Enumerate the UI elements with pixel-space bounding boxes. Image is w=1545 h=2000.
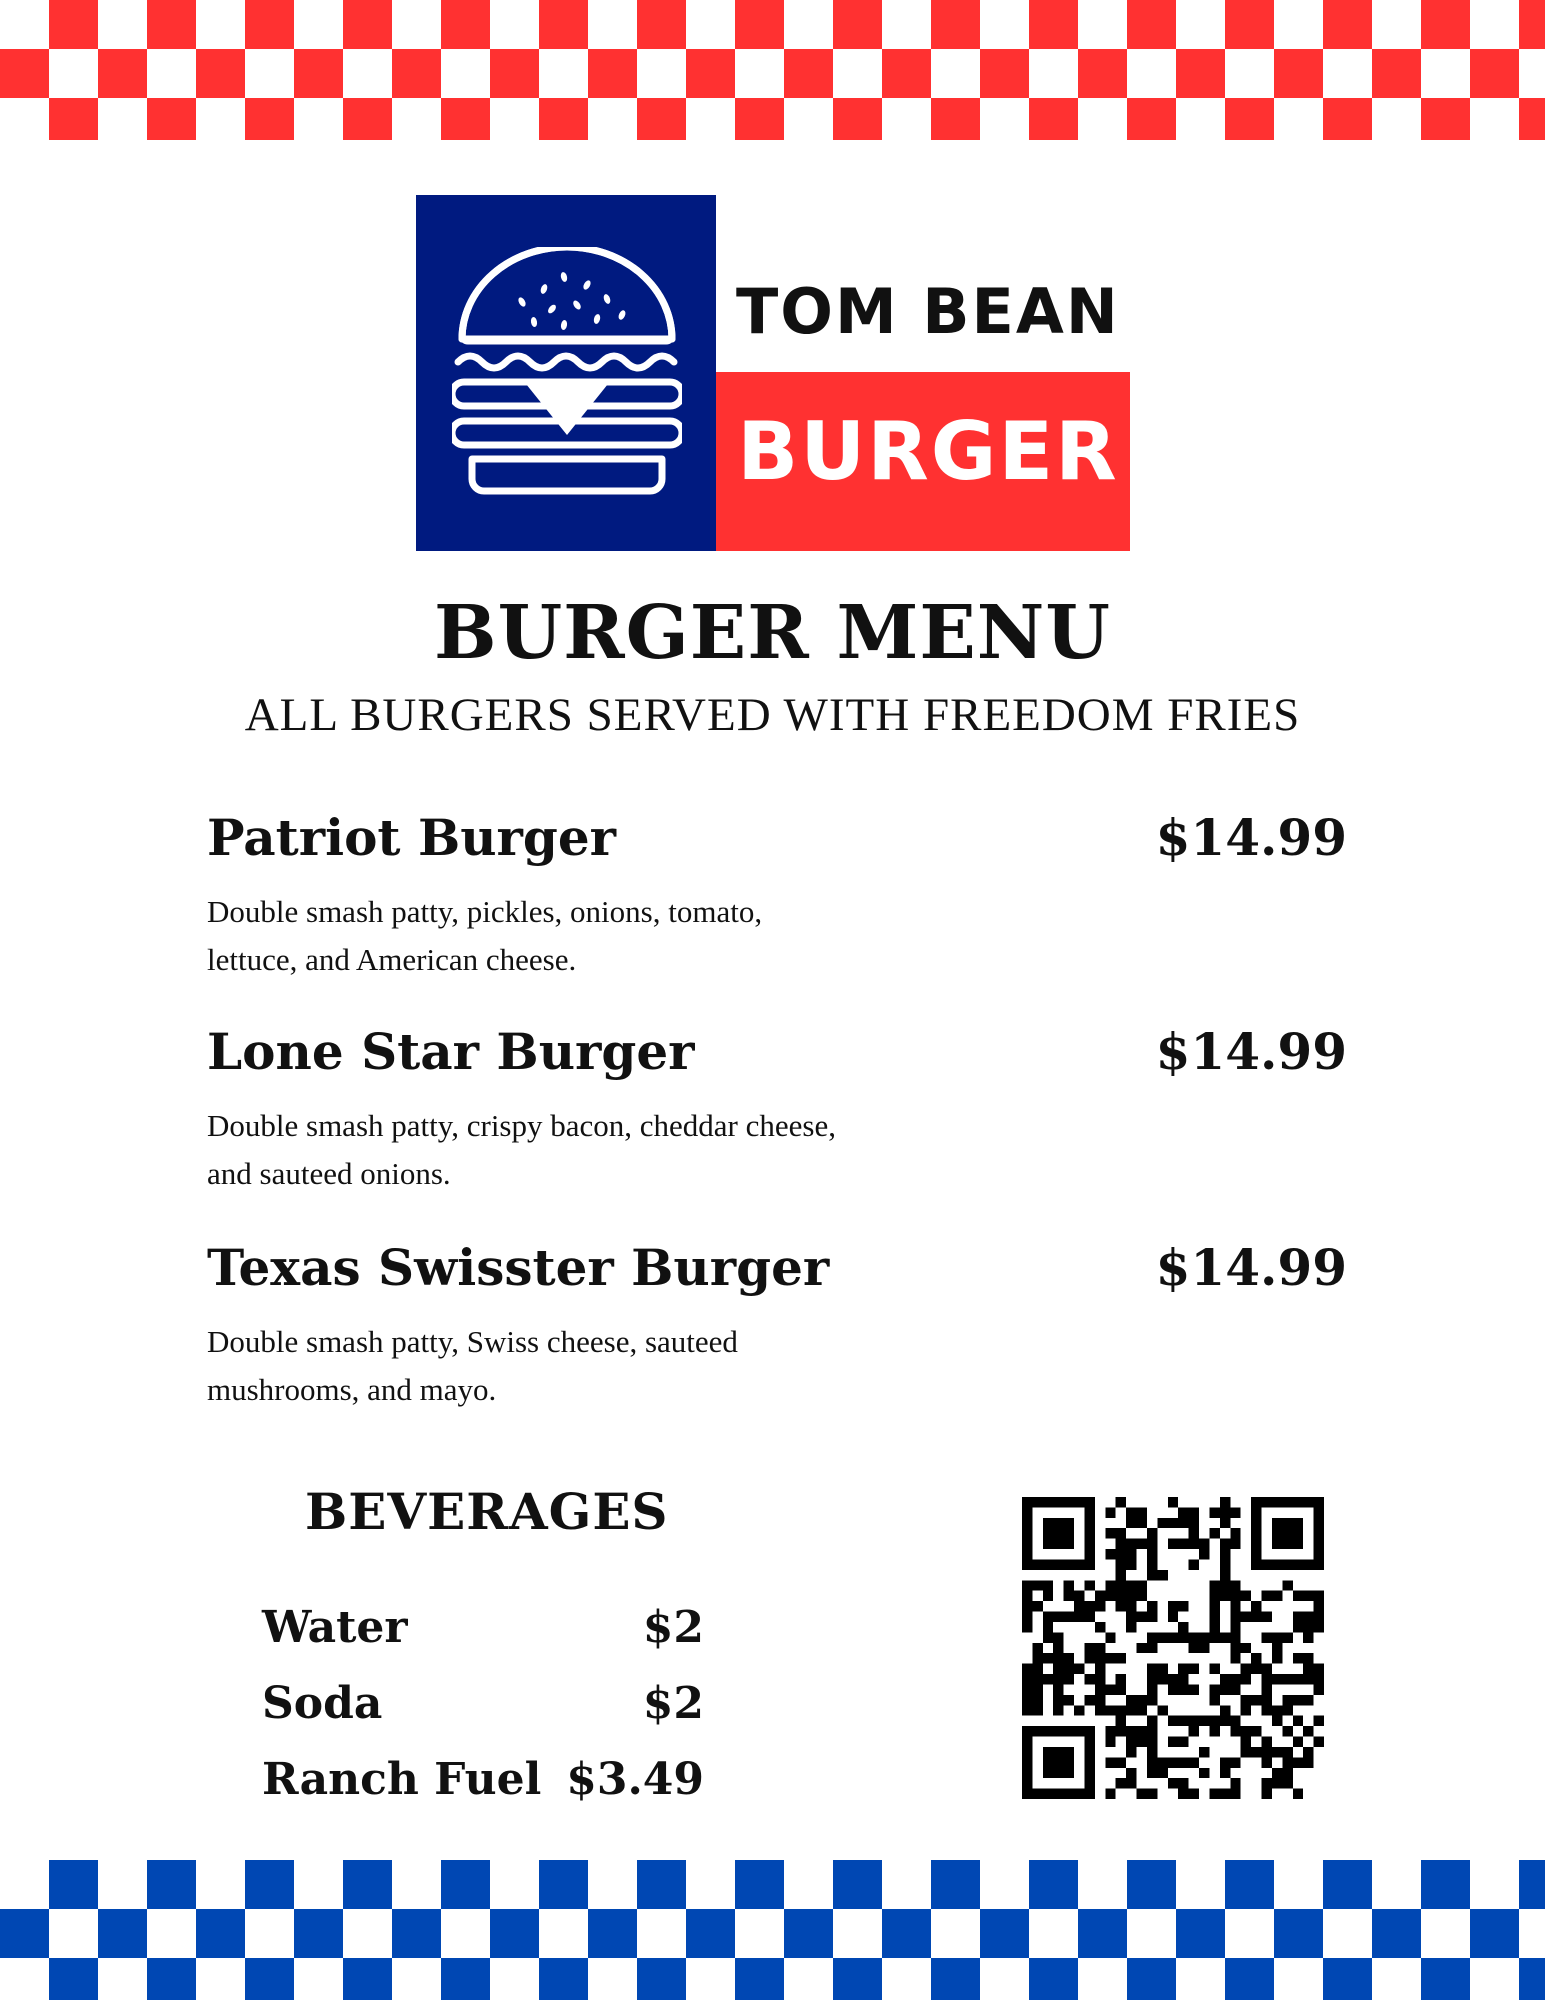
burger-icon <box>452 247 682 502</box>
item-description-line: Double smash patty, Swiss cheese, sauteed <box>207 1324 738 1359</box>
item-description <box>207 1318 1007 1414</box>
item-price: $14.99 <box>1155 1238 1347 1297</box>
item-description <box>207 1102 1007 1198</box>
beverage-price: $2 <box>642 1602 704 1653</box>
item-description-line: and sauteed onions. <box>207 1156 451 1191</box>
logo-text-burger: BURGER <box>737 405 1119 498</box>
qr-code-icon[interactable] <box>1022 1497 1324 1799</box>
beverage-name: Soda <box>262 1678 383 1729</box>
item-description-line: Double smash patty, crispy bacon, cheddar cheese, <box>207 1108 836 1143</box>
item-description-line: Double smash patty, pickles, onions, tomato, <box>207 894 763 929</box>
item-price: $14.99 <box>1155 808 1347 867</box>
logo <box>416 195 1130 551</box>
item-description-line: lettuce, and American cheese. <box>207 942 577 977</box>
item-name: Patriot Burger <box>207 808 617 867</box>
beverage-row-water <box>262 1602 704 1662</box>
menu-subtitle: ALL BURGERS SERVED WITH FREEDOM FRIES <box>244 689 1301 741</box>
menu-title: BURGER MENU <box>434 590 1111 676</box>
bottom-checker-border <box>0 1860 1545 2000</box>
beverage-price: $3.49 <box>566 1754 704 1805</box>
item-description <box>207 888 1007 984</box>
beverages-title: BEVERAGES <box>305 1482 669 1541</box>
item-name: Lone Star Burger <box>207 1022 695 1081</box>
beverage-row-soda <box>262 1678 704 1738</box>
beverage-name: Ranch Fuel <box>262 1754 542 1805</box>
logo-text-tom-bean: TOM BEAN <box>736 275 1120 348</box>
item-price: $14.99 <box>1155 1022 1347 1081</box>
top-checker-border <box>0 0 1545 140</box>
beverage-price: $2 <box>642 1678 704 1729</box>
beverage-row-ranch-fuel <box>262 1754 704 1814</box>
item-description-line: mushrooms, and mayo. <box>207 1372 497 1407</box>
item-name: Texas Swisster Burger <box>207 1238 830 1297</box>
beverage-name: Water <box>262 1602 408 1653</box>
